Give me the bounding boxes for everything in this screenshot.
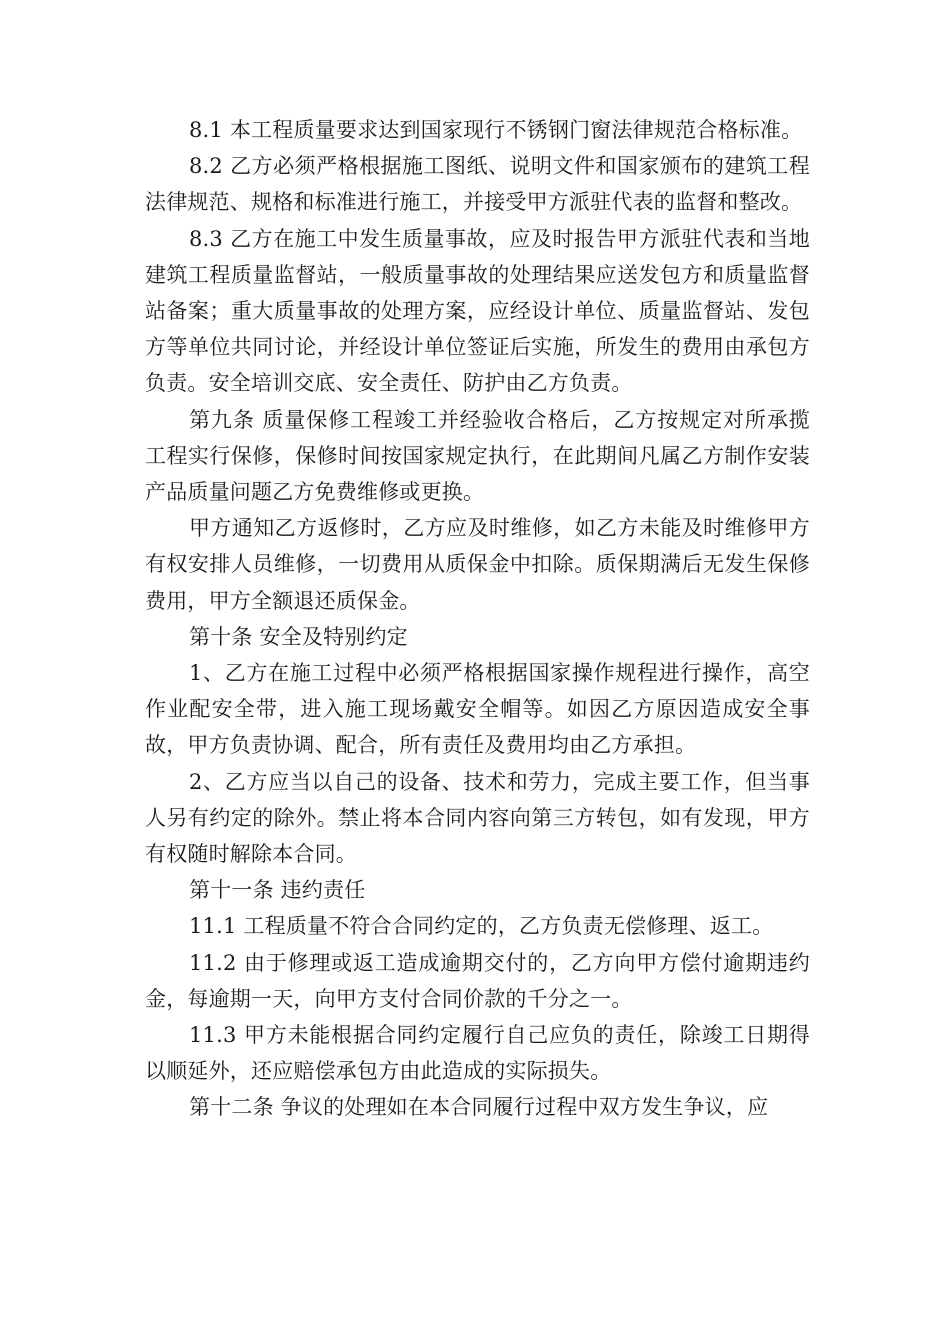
clause-11-2: 11.2 由于修理或返工造成逾期交付的，乙方向甲方偿付逾期违约金，每逾期一天，向甲方支付合同价款的千分之一。 <box>145 950 810 1011</box>
article-10-item-2: 2、乙方应当以自己的设备、技术和劳力，完成主要工作，但当事人另有约定的除外。禁止将本合同内容向第三方转包，如有发现，甲方有权随时解除本合同。 <box>145 769 810 867</box>
clause-11-3: 11.3 甲方未能根据合同约定履行自己应负的责任，除竣工日期得以顺延外，还应赔偿承包方由此造成的实际损失。 <box>145 1023 810 1084</box>
clause-8-1: 8.1 本工程质量要求达到国家现行不锈钢门窗法律规范合格标准。 <box>189 118 803 142</box>
clause-8-2: 8.2 乙方必须严格根据施工图纸、说明文件和国家颁布的建筑工程法律规范、规格和标准进行施工，并接受甲方派驻代表的监督和整改。 <box>145 154 810 215</box>
article-11-heading: 第十一条 违约责任 <box>189 878 366 903</box>
clause-11-1: 11.1 工程质量不符合合同约定的，乙方负责无偿修理、返工。 <box>189 914 774 939</box>
document-page <box>145 112 810 1126</box>
article-9-warranty: 第九条 质量保修工程竣工并经验收合格后，乙方按规定对所承揽工程实行保修，保修时间按国家规定执行，在此期间凡属乙方制作安装产品质量问题乙方免费维修或更换。 <box>145 407 810 505</box>
article-9-repair-notice: 甲方通知乙方返修时，乙方应及时维修，如乙方未能及时维修甲方有权安排人员维修，一切费用从质保金中扣除。质保期满后无发生保修费用，甲方全额退还质保金。 <box>145 516 810 613</box>
article-12-dispute: 第十二条 争议的处理如在本合同履行过程中双方发生争议，应 <box>189 1095 769 1120</box>
clause-8-3: 8.3 乙方在施工中发生质量事故，应及时报告甲方派驻代表和当地建筑工程质量监督站，一般质量事故的处理结果应送发包方和质量监督站备案；重大质量事故的处理方案，应经设计单位、质量监督站、发包方等单位共同讨论，并经设计单位签证后实施，所发生的费用由承包方负责。安全培训交底、安全责任、防护由乙方负责。 <box>145 226 810 396</box>
article-10-heading: 第十条 安全及特别约定 <box>189 624 408 649</box>
article-10-item-1: 1、乙方在施工过程中必须严格根据国家操作规程进行操作，高空作业配安全带，进入施工现场戴安全帽等。如因乙方原因造成安全事故，甲方负责协调、配合，所有责任及费用均由乙方承担。 <box>145 661 810 758</box>
